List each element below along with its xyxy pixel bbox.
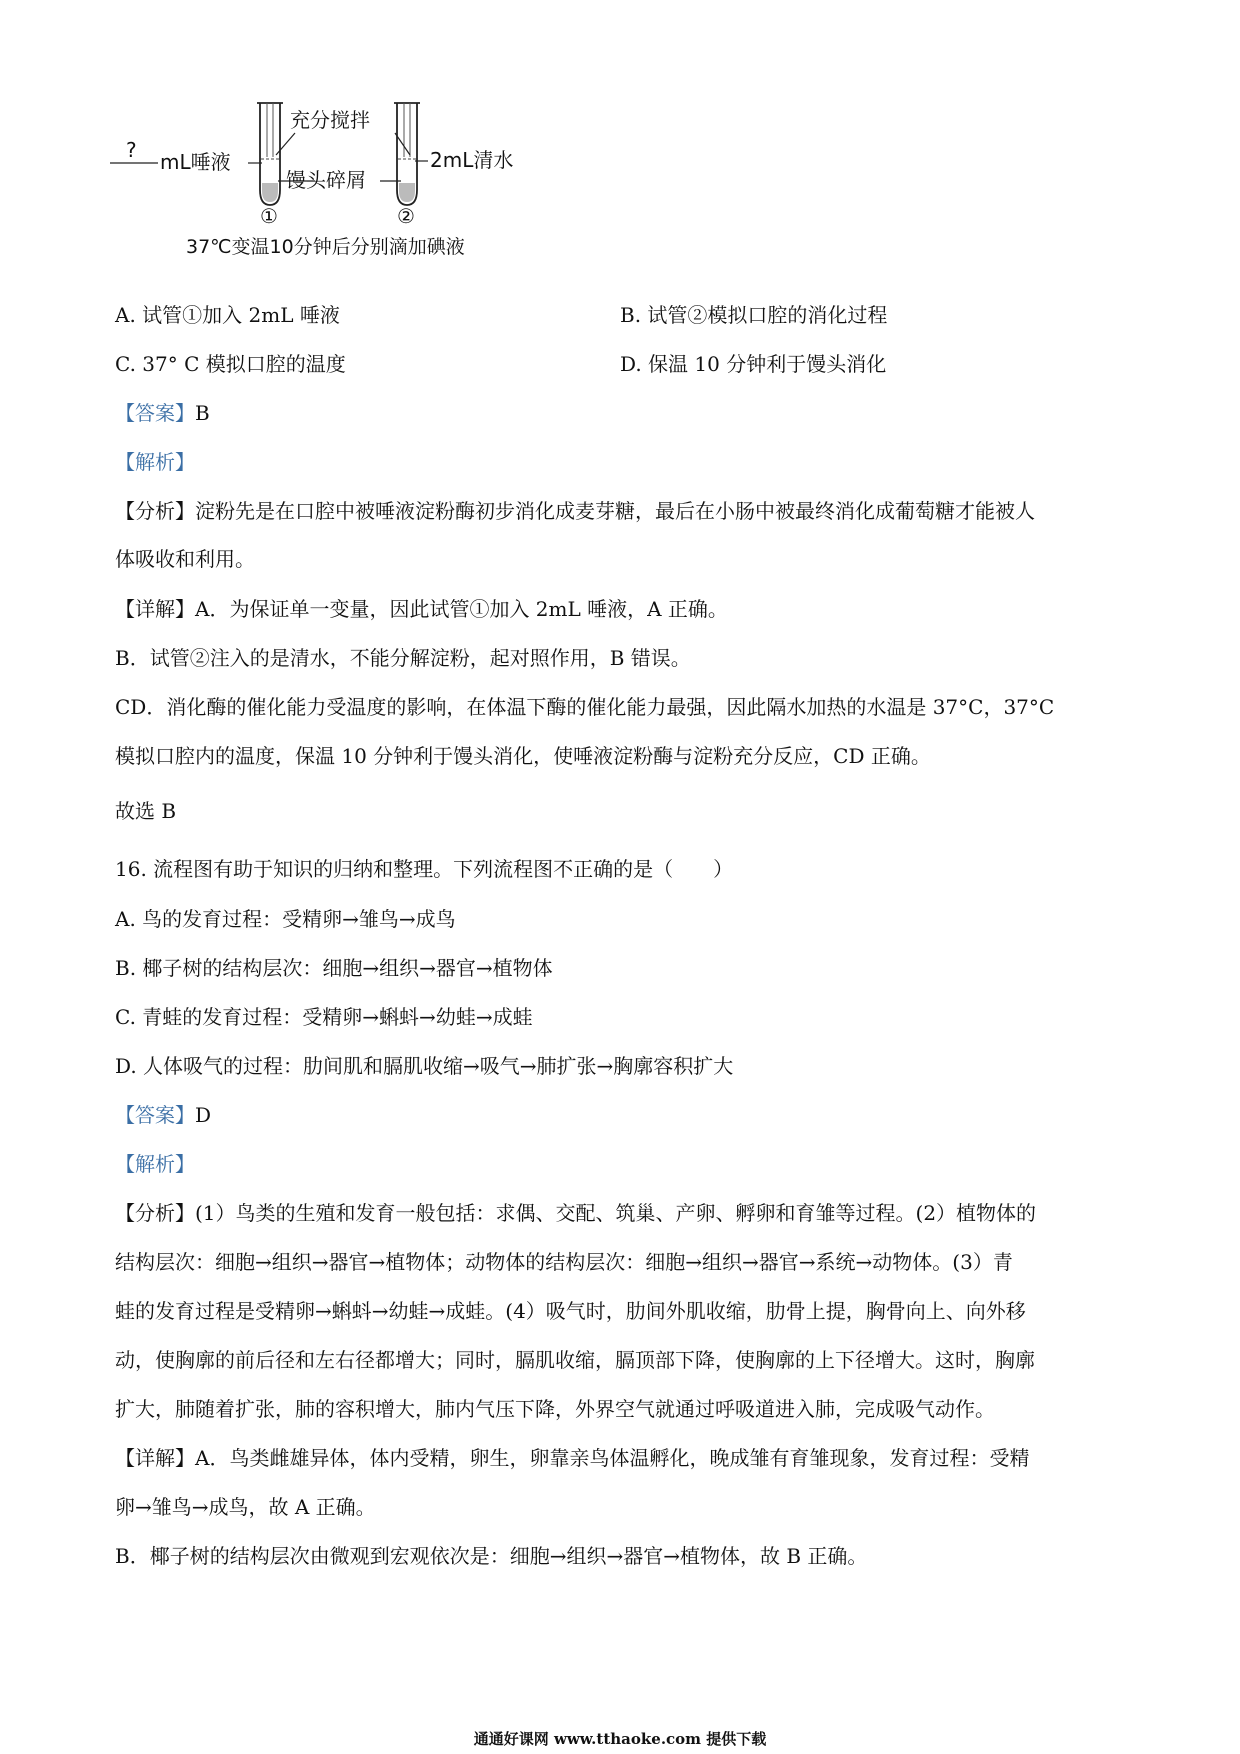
tube-1-label: ① [260, 204, 278, 228]
water-label: 2mL清水 [430, 148, 514, 172]
q16-xiangjie-a-2: 卵→雏鸟→成鸟，故 A 正确。 [115, 1495, 376, 1519]
q15-analysis-tag: 【解析】 [115, 450, 195, 474]
xiangjie-tag: 【详解】 [115, 597, 195, 621]
q15-xiangjie-a [115, 596, 728, 622]
q16-answer [115, 1102, 211, 1128]
q15-option-b: B. 试管②模拟口腔的消化过程 [620, 303, 888, 327]
answer-tag: 【答案】 [115, 1103, 195, 1127]
test-tube-1 [257, 103, 283, 205]
xiangjie-text: A．鸟类雌雄异体，体内受精，卵生，卵靠亲鸟体温孵化，晚成雏有育雏现象，发育过程：受精 [195, 1446, 1030, 1470]
figure-caption: 37℃变温10分钟后分别滴加碘液 [186, 236, 465, 258]
q16-xiangjie-a-1 [115, 1445, 1029, 1471]
test-tube-diagram [110, 95, 580, 280]
fenxi-text: 淀粉先是在口腔中被唾液淀粉酶初步消化成麦芽糖，最后在小肠中被最终消化成葡萄糖才能被人 [195, 499, 1035, 523]
fenxi-tag: 【分析】 [115, 499, 195, 523]
q16-analysis-tag: 【解析】 [115, 1152, 195, 1176]
tube-2-label: ② [397, 204, 415, 228]
answer-value: B [195, 401, 210, 425]
experiment-figure [110, 95, 580, 280]
q15-conclusion: 故选 B [115, 799, 177, 823]
q16-fenxi-line-3: 蛙的发育过程是受精卵→蝌蚪→幼蛙→成蛙。(4）吸气时，肋间外肌收缩，肋骨上提，胸骨向上、向外移 [115, 1299, 1026, 1323]
q16-fenxi-line-4: 动，使胸廓的前后径和左右径都增大；同时，膈肌收缩，膈顶部下降，使胸廓的上下径增大。这时，胸廓 [115, 1348, 1035, 1372]
q15-answer [115, 400, 210, 426]
q15-option-a: A. 试管①加入 2mL 唾液 [115, 303, 340, 327]
q15-option-c: C. 37° C 模拟口腔的温度 [115, 352, 346, 376]
q15-fenxi-line-1 [115, 498, 1035, 524]
fenxi-text: (1）鸟类的生殖和发育一般包括：求偶、交配、筑巢、产卵、孵卵和育雏等过程。(2）植物体的 [195, 1201, 1037, 1225]
q16-option-b: B. 椰子树的结构层次：细胞→组织→器官→植物体 [115, 956, 553, 980]
xiangjie-tag: 【详解】 [115, 1446, 195, 1470]
q15-xiangjie-cd-2: 模拟口腔内的温度，保温 10 分钟利于馒头消化，使唾液淀粉酶与淀粉充分反应，CD 正确。 [115, 744, 931, 768]
q15-xiangjie-b: B．试管②注入的是清水，不能分解淀粉，起对照作用，B 错误。 [115, 646, 691, 670]
crumbs-label: 馒头碎屑 [286, 168, 366, 192]
q16-option-c: C. 青蛙的发育过程：受精卵→蝌蚪→幼蛙→成蛙 [115, 1005, 533, 1029]
q16-stem: 16. 流程图有助于知识的归纳和整理。下列流程图不正确的是（ ） [115, 857, 734, 881]
q16-option-d: D. 人体吸气的过程：肋间肌和膈肌收缩→吸气→肺扩张→胸廓容积扩大 [115, 1054, 734, 1078]
test-tube-2 [394, 103, 420, 205]
q16-fenxi-line-5: 扩大，肺随着扩张，肺的容积增大，肺内气压下降，外界空气就通过呼吸道进入肺，完成吸气动作。 [115, 1397, 995, 1421]
stir-label: 充分搅拌 [290, 108, 370, 132]
answer-value: D [195, 1103, 212, 1127]
q15-xiangjie-cd-1: CD．消化酶的催化能力受温度的影响，在体温下酶的催化能力最强，因此隔水加热的水温是 37°C，37°C [115, 695, 1055, 719]
saliva-label: mL唾液 [160, 150, 231, 174]
page-footer: 通通好课网 www.tthaoke.com 提供下载 [473, 1730, 767, 1748]
q16-fenxi-line-1 [115, 1200, 1036, 1226]
q15-option-d: D. 保温 10 分钟利于馒头消化 [620, 352, 887, 376]
q16-fenxi-line-2: 结构层次：细胞→组织→器官→植物体；动物体的结构层次：细胞→组织→器官→系统→动物体。(3）青 [115, 1250, 1013, 1274]
answer-tag: 【答案】 [115, 401, 195, 425]
question-mark-label: ? [126, 138, 137, 162]
q16-xiangjie-b: B．椰子树的结构层次由微观到宏观依次是：细胞→组织→器官→植物体，故 B 正确。 [115, 1544, 868, 1568]
q16-option-a: A. 鸟的发育过程：受精卵→雏鸟→成鸟 [115, 907, 456, 931]
fenxi-tag: 【分析】 [115, 1201, 195, 1225]
q15-fenxi-line-2: 体吸收和利用。 [115, 547, 255, 571]
xiangjie-text: A．为保证单一变量，因此试管①加入 2mL 唾液，A 正确。 [195, 597, 728, 621]
